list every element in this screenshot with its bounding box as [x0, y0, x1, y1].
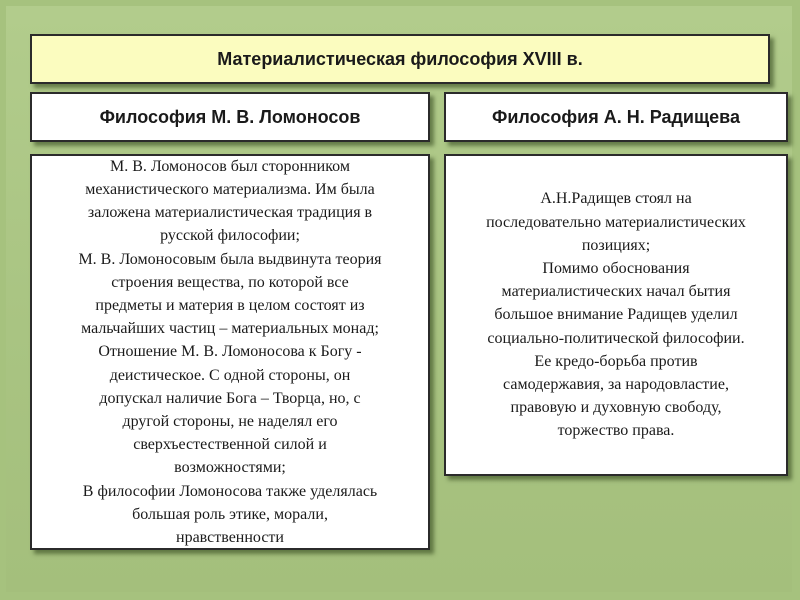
- lomonosov-line: механистического материализма. Им была: [85, 180, 375, 198]
- radishchev-header: Философия А. Н. Радищева: [444, 92, 788, 142]
- lomonosov-line: возможностями;: [174, 459, 286, 477]
- lomonosov-line: допускал наличие Бога – Творца, но, с: [99, 389, 361, 407]
- lomonosov-line: сверхъестественной силой и: [133, 436, 327, 454]
- lomonosov-line: предметы и материя в целом состоят из: [95, 297, 365, 314]
- radishchev-line: торжество права.: [557, 422, 675, 440]
- lomonosov-line: другой стороны, не наделял его: [122, 413, 338, 431]
- lomonosov-line: большая роль этике, морали,: [132, 505, 328, 523]
- lomonosov-line: деистическое. С одной стороны, он: [109, 366, 351, 384]
- lomonosov-line: русской философии;: [160, 227, 300, 245]
- lomonosov-text: [30, 154, 430, 550]
- lomonosov-line: Отношение М. В. Ломоносова к Богу -: [98, 343, 362, 361]
- radishchev-line: последовательно материалистических: [486, 213, 746, 231]
- radishchev-line: социально-политической философии.: [487, 329, 745, 347]
- lomonosov-line: мальчайших частиц – материальных монад;: [81, 320, 379, 338]
- lomonosov-line: строения вещества, по которой все: [111, 273, 349, 291]
- radishchev-line: А.Н.Радищев стоял на: [540, 190, 692, 208]
- lomonosov-line: М. В. Ломоносовым была выдвинута теория: [78, 250, 382, 268]
- lomonosov-line: нравственности: [176, 529, 284, 547]
- radishchev-line: материалистических начал бытия: [501, 283, 731, 301]
- slide-title: Материалистическая философия XVIII в.: [30, 34, 770, 84]
- lomonosov-line: В философии Ломоносова также уделялась: [82, 482, 378, 500]
- radishchev-line: позициях;: [581, 236, 651, 254]
- radishchev-line: самодержавия, за народовластие,: [503, 376, 729, 393]
- radishchev-line: правовую и духовную свободу,: [510, 399, 722, 417]
- radishchev-line: Ее кредо-борьба против: [534, 352, 698, 370]
- lomonosov-line: М. В. Ломоносов был сторонником: [109, 157, 350, 175]
- radishchev-line: большое внимание Радищев уделил: [494, 306, 738, 324]
- lomonosov-line: заложена материалистическая традиция в: [87, 204, 373, 222]
- lomonosov-header: Философия М. В. Ломоносов: [30, 92, 430, 142]
- radishchev-line: Помимо обоснования: [542, 259, 690, 277]
- radishchev-text: [444, 154, 788, 476]
